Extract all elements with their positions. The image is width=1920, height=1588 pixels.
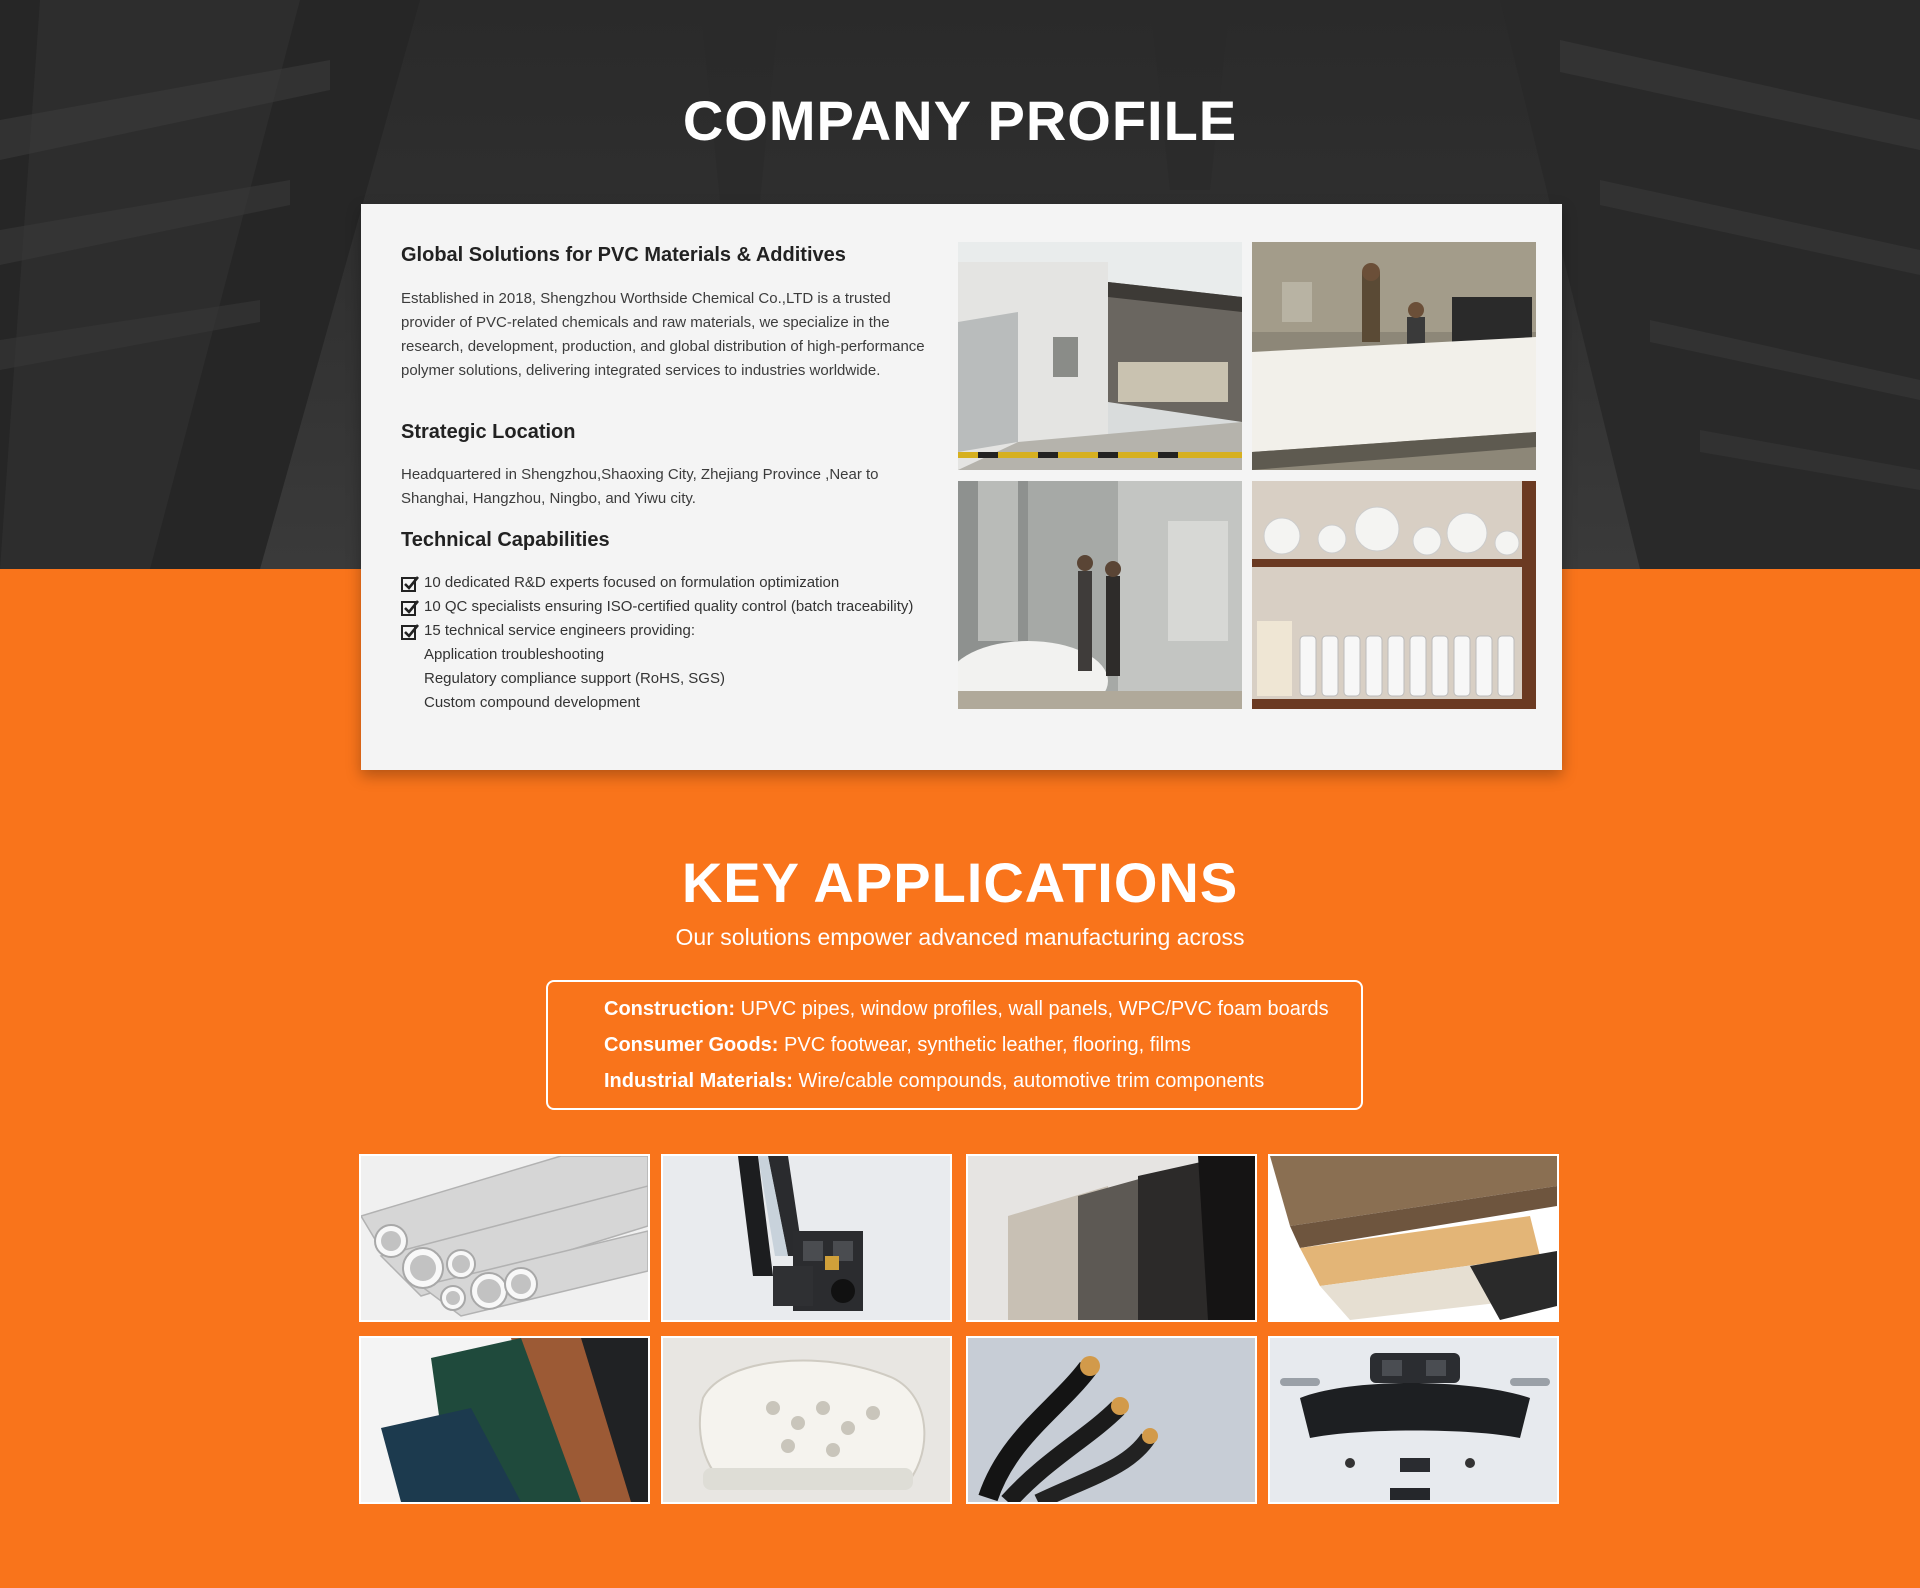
service-item: Regulatory compliance support (RoHS, SGS) bbox=[424, 670, 725, 687]
cable-compound-image bbox=[966, 1336, 1257, 1504]
capability-text: 10 dedicated R&D experts focused on formulation optimization bbox=[424, 574, 840, 591]
application-consumer-goods bbox=[604, 1034, 1191, 1057]
application-text: UPVC pipes, window profiles, wall panels, WPC/PVC foam boards bbox=[735, 998, 1329, 1020]
page-title: COMPANY PROFILE bbox=[682, 89, 1238, 152]
service-item: Application troubleshooting bbox=[424, 646, 605, 663]
wall-panels-image bbox=[966, 1154, 1257, 1322]
key-applications-title: KEY APPLICATIONS bbox=[681, 851, 1239, 914]
window-profile-image bbox=[661, 1154, 952, 1322]
application-label: Industrial Materials: bbox=[604, 1070, 793, 1092]
application-text: PVC footwear, synthetic leather, flooring, films bbox=[778, 1034, 1191, 1056]
application-industrial bbox=[604, 1070, 1264, 1093]
application-label: Consumer Goods: bbox=[604, 1034, 779, 1056]
key-applications-subtitle: Our solutions empower advanced manufacturing across bbox=[675, 924, 1245, 950]
service-item: Custom compound development bbox=[424, 694, 640, 711]
checkbox-checked-icon bbox=[401, 575, 420, 592]
capability-text: 15 technical service engineers providing: bbox=[424, 622, 695, 639]
foam-boards-image bbox=[1268, 1154, 1559, 1322]
upvc-pipes-image bbox=[359, 1154, 650, 1322]
checkbox-checked-icon bbox=[401, 599, 420, 616]
automotive-trim-image bbox=[1268, 1336, 1559, 1504]
application-label: Construction: bbox=[604, 998, 736, 1020]
calibration-line-photo bbox=[1252, 242, 1536, 470]
global-solutions-heading: Global Solutions for PVC Materials & Additives bbox=[401, 244, 846, 266]
list-item bbox=[401, 571, 981, 595]
location-paragraph: Headquartered in Shengzhou,Shaoxing City, Zhejiang Province ,Near to Shanghai, Hangzhou, Ningbo, and Yiwu city. bbox=[401, 466, 879, 507]
pvc-footwear-image bbox=[661, 1336, 952, 1504]
factory-photo-grid bbox=[958, 242, 1536, 714]
capability-text: 10 QC specialists ensuring ISO-certified quality control (batch traceability) bbox=[424, 598, 914, 615]
factory-yard-photo bbox=[958, 242, 1242, 470]
technical-heading: Technical Capabilities bbox=[401, 529, 610, 551]
capabilities-list bbox=[401, 571, 981, 715]
product-samples-photo bbox=[1252, 481, 1536, 709]
checkbox-checked-icon bbox=[401, 623, 420, 640]
powder-plant-photo bbox=[958, 481, 1242, 709]
location-heading: Strategic Location bbox=[401, 421, 576, 443]
company-profile-card bbox=[361, 204, 1562, 770]
applications-box bbox=[546, 980, 1363, 1110]
application-text: Wire/cable compounds, automotive trim components bbox=[792, 1070, 1265, 1092]
list-item bbox=[401, 595, 981, 619]
synthetic-leather-image bbox=[359, 1336, 650, 1504]
application-construction bbox=[604, 998, 1329, 1021]
intro-paragraph: Established in 2018, Shengzhou Worthside Chemical Co.,LTD is a trusted provider of PVC-related chemicals and raw materials, we specialize in the research, development, production, and global distribution of high-performance polymer solutions, delivering integrated services to industries worldwide. bbox=[401, 290, 925, 379]
list-item bbox=[401, 619, 981, 643]
